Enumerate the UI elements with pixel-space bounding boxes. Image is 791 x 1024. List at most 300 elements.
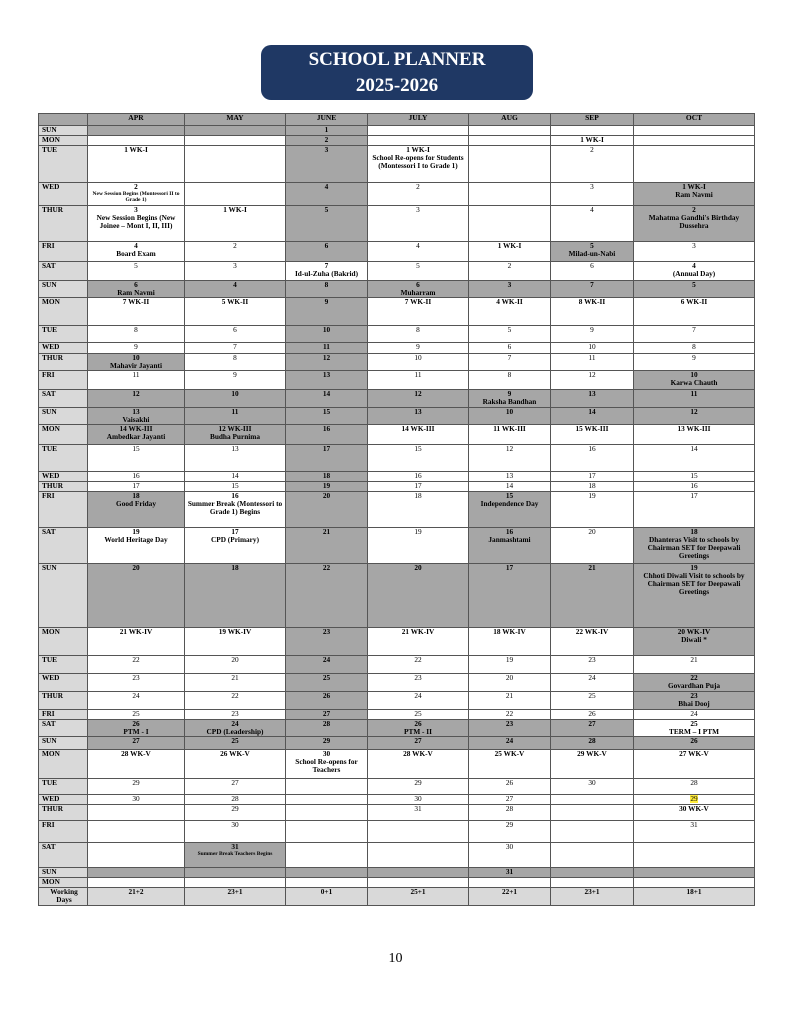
day-cell: [368, 482, 469, 492]
day-cell: [185, 343, 286, 354]
date-value: 25: [414, 709, 422, 718]
date-value: 11: [690, 389, 698, 398]
day-cell: [469, 710, 551, 720]
day-cell: [185, 482, 286, 492]
day-cell: [286, 371, 368, 390]
day-cell: [469, 868, 551, 878]
day-cell: [469, 737, 551, 750]
highlighted-date: 29: [690, 794, 698, 803]
date-value: 4: [134, 241, 138, 250]
day-cell: [634, 710, 755, 720]
day-cell: [286, 720, 368, 737]
planner-row: [39, 779, 755, 795]
day-cell: [634, 628, 755, 656]
date-value: 25 WK-V: [494, 749, 525, 758]
date-value: 26: [132, 719, 140, 728]
date-value: 23+1: [227, 887, 243, 896]
day-cell: [551, 326, 634, 343]
date-value: 19: [588, 491, 596, 500]
day-cell: [551, 206, 634, 242]
planner-row: [39, 564, 755, 628]
day-cell: [286, 136, 368, 146]
day-cell: [551, 425, 634, 445]
day-cell: [551, 136, 634, 146]
day-cell: [368, 343, 469, 354]
event-label: Chhoti Diwali Visit to schools by Chairman SET for Deepawali Greetings: [643, 571, 745, 596]
event-label: Bhai Dooj: [678, 699, 710, 708]
day-cell: [286, 242, 368, 262]
day-cell: [368, 878, 469, 888]
date-value: 29: [414, 778, 422, 787]
date-value: 6 WK-II: [680, 297, 708, 306]
date-value: 6: [233, 325, 237, 334]
date-value: 13: [132, 407, 140, 416]
date-value: 15: [505, 491, 514, 500]
day-cell: [634, 126, 755, 136]
date-value: 12: [690, 407, 698, 416]
month-header: OCT: [634, 114, 755, 126]
day-cell: [368, 354, 469, 371]
day-cell: [469, 805, 551, 821]
day-cell: [88, 281, 185, 298]
day-cell: [185, 720, 286, 737]
date-value: 8: [507, 370, 512, 379]
date-value: 1 WK-I: [497, 241, 522, 250]
date-value: 7 WK-II: [404, 297, 432, 306]
day-cell: [286, 564, 368, 628]
day-cell: [185, 692, 286, 710]
event-label: Ram Navmi: [675, 190, 713, 199]
day-cell: [368, 136, 469, 146]
day-cell: [286, 298, 368, 326]
date-value: 30: [322, 749, 331, 758]
day-cell: [551, 371, 634, 390]
date-value: 20: [414, 563, 422, 572]
event-label: Janmashtami: [488, 535, 531, 544]
day-cell: [551, 805, 634, 821]
day-cell: [88, 821, 185, 843]
date-value: 9: [233, 370, 237, 379]
day-cell: [368, 750, 469, 779]
date-value: 18: [231, 563, 239, 572]
date-value: 25: [322, 673, 331, 682]
day-cell: [368, 242, 469, 262]
planner-row: [39, 326, 755, 343]
day-cell: [469, 750, 551, 779]
date-value: 28: [322, 719, 331, 728]
day-cell: [185, 326, 286, 343]
day-cell: [469, 656, 551, 674]
day-cell: [634, 371, 755, 390]
date-value: 5: [590, 241, 594, 250]
day-cell: [88, 868, 185, 878]
date-value: 30: [231, 820, 239, 829]
day-cell: [469, 779, 551, 795]
date-value: 31: [690, 820, 698, 829]
date-value: 21: [690, 655, 698, 664]
day-cell: [551, 242, 634, 262]
day-label: THUR: [39, 206, 88, 242]
date-value: 26: [414, 719, 422, 728]
date-value: 30: [132, 794, 140, 803]
date-value: 19: [505, 655, 514, 664]
day-cell: [286, 492, 368, 528]
date-value: 22: [505, 709, 514, 718]
day-cell: [551, 354, 634, 371]
month-header: APR: [88, 114, 185, 126]
day-cell: [88, 371, 185, 390]
day-cell: [368, 821, 469, 843]
date-value: 21: [588, 563, 596, 572]
day-label: FRI: [39, 821, 88, 843]
date-value: 16: [414, 471, 422, 480]
date-value: 28: [231, 794, 239, 803]
date-value: 12: [414, 389, 422, 398]
event-label: Mahavir Jayanti: [110, 361, 162, 370]
date-value: 14 WK-III: [119, 424, 153, 433]
day-cell: [185, 371, 286, 390]
day-cell: [88, 242, 185, 262]
date-value: 27: [414, 736, 422, 745]
day-cell: [368, 472, 469, 482]
date-value: 26: [588, 709, 596, 718]
day-cell: [185, 445, 286, 472]
event-label: CPD (Leadership): [206, 727, 264, 736]
planner-row: [39, 720, 755, 737]
day-cell: [551, 656, 634, 674]
date-value: 21: [322, 527, 331, 536]
day-cell: [368, 425, 469, 445]
planner-row: [39, 390, 755, 408]
day-label: WED: [39, 343, 88, 354]
date-value: 2: [233, 241, 237, 250]
title-line-2: 2025-2026: [355, 75, 439, 96]
day-cell: [185, 656, 286, 674]
day-cell: [185, 390, 286, 408]
date-value: 8: [416, 325, 420, 334]
date-value: 25: [690, 719, 698, 728]
day-cell: [634, 472, 755, 482]
planner-row: [39, 737, 755, 750]
date-value: 18: [132, 491, 140, 500]
date-value: 10: [690, 370, 698, 379]
date-value: 29: [322, 736, 331, 745]
date-value: 15: [414, 444, 422, 453]
day-label: SUN: [39, 408, 88, 425]
date-value: 24: [505, 736, 514, 745]
day-cell: [286, 805, 368, 821]
event-label: Independence Day: [480, 499, 539, 508]
day-cell: [551, 298, 634, 326]
date-value: 23: [322, 627, 331, 636]
date-value: 5 WK-II: [221, 297, 249, 306]
day-cell: [185, 888, 286, 906]
day-cell: [634, 528, 755, 564]
date-value: 31: [505, 867, 514, 876]
date-value: 2: [134, 182, 138, 191]
day-cell: [286, 354, 368, 371]
day-cell: [469, 821, 551, 843]
day-label: THUR: [39, 692, 88, 710]
day-cell: [634, 298, 755, 326]
day-cell: [185, 710, 286, 720]
day-cell: [634, 821, 755, 843]
day-cell: [286, 674, 368, 692]
date-value: 20: [588, 527, 596, 536]
day-label: MON: [39, 136, 88, 146]
day-cell: [469, 564, 551, 628]
date-value: 0+1: [320, 887, 333, 896]
date-value: 7 WK-II: [122, 297, 150, 306]
day-label: FRI: [39, 242, 88, 262]
planner-row: [39, 656, 755, 674]
day-cell: [469, 425, 551, 445]
day-cell: [185, 472, 286, 482]
day-cell: [185, 408, 286, 425]
day-label: SAT: [39, 390, 88, 408]
day-cell: [88, 482, 185, 492]
planner-row: [39, 262, 755, 281]
day-cell: [88, 326, 185, 343]
day-cell: [551, 445, 634, 472]
day-cell: [286, 472, 368, 482]
day-cell: [634, 656, 755, 674]
day-cell: [368, 674, 469, 692]
date-value: 8: [134, 325, 138, 334]
day-cell: [368, 720, 469, 737]
date-value: 14: [588, 407, 596, 416]
date-value: 2: [692, 205, 696, 214]
planner-row: [39, 298, 755, 326]
day-label: MON: [39, 298, 88, 326]
day-cell: [634, 390, 755, 408]
month-header: SEP: [551, 114, 634, 126]
day-cell: [185, 528, 286, 564]
day-cell: [469, 408, 551, 425]
day-cell: [88, 628, 185, 656]
date-value: 2: [590, 145, 594, 154]
day-cell: [185, 126, 286, 136]
day-cell: [469, 183, 551, 206]
day-cell: [368, 737, 469, 750]
planner-body: [39, 126, 755, 906]
date-value: 27 WK-V: [679, 749, 709, 758]
day-label: SUN: [39, 737, 88, 750]
day-cell: [551, 408, 634, 425]
date-value: 20 WK-IV: [677, 627, 711, 636]
event-label: CPD (Primary): [210, 535, 260, 544]
day-cell: [368, 408, 469, 425]
date-value: 9: [507, 389, 512, 398]
planner-row: [39, 674, 755, 692]
day-cell: [634, 674, 755, 692]
day-cell: [185, 737, 286, 750]
date-value: 20: [505, 673, 514, 682]
date-value: 9: [692, 353, 696, 362]
day-cell: [469, 492, 551, 528]
date-value: 26: [505, 778, 514, 787]
date-value: 8: [233, 353, 237, 362]
date-value: 16: [505, 527, 514, 536]
date-value: 25: [588, 691, 596, 700]
day-cell: [368, 390, 469, 408]
date-value: 24: [414, 691, 422, 700]
day-cell: [286, 843, 368, 868]
date-value: 25: [231, 736, 239, 745]
date-value: 17: [414, 481, 422, 490]
day-cell: [551, 692, 634, 710]
event-label: Govardhan Puja: [667, 681, 721, 690]
date-value: 23: [588, 655, 596, 664]
planner-row: [39, 425, 755, 445]
date-value: 18: [414, 491, 422, 500]
day-cell: [88, 126, 185, 136]
event-label: Summer Break (Montessori to Grade 1) Begins: [187, 499, 283, 516]
date-value: 27: [505, 794, 514, 803]
event-label: World Heritage Day: [104, 535, 168, 544]
day-cell: [469, 720, 551, 737]
date-value: 4: [692, 261, 696, 270]
day-label: SUN: [39, 868, 88, 878]
day-cell: [88, 805, 185, 821]
date-value: 5: [692, 280, 696, 289]
date-value: 13: [322, 370, 331, 379]
date-value: 1 WK-I: [223, 205, 247, 214]
day-cell: [469, 692, 551, 710]
day-label: SAT: [39, 262, 88, 281]
day-cell: [88, 408, 185, 425]
date-value: 26: [322, 691, 331, 700]
date-value: 17: [322, 444, 331, 453]
date-value: 16: [231, 491, 239, 500]
date-value: 10: [322, 325, 331, 334]
event-label: Ram Navmi: [117, 288, 155, 297]
title-line-1: SCHOOL PLANNER: [308, 49, 486, 70]
day-label: WED: [39, 795, 88, 805]
month-header: JULY: [368, 114, 469, 126]
day-cell: [286, 628, 368, 656]
day-cell: [551, 710, 634, 720]
day-cell: [551, 564, 634, 628]
date-value: 30: [505, 842, 514, 851]
day-cell: [469, 878, 551, 888]
date-value: 24: [231, 719, 239, 728]
day-cell: [185, 750, 286, 779]
date-value: 22: [132, 655, 140, 664]
day-cell: [88, 843, 185, 868]
month-header: JUNE: [286, 114, 368, 126]
day-cell: [551, 528, 634, 564]
day-label: THUR: [39, 805, 88, 821]
day-cell: [88, 298, 185, 326]
day-cell: [469, 281, 551, 298]
planner-row: [39, 805, 755, 821]
date-value: 8: [692, 342, 696, 351]
planner-row: [39, 371, 755, 390]
day-cell: [469, 795, 551, 805]
day-cell: [88, 528, 185, 564]
date-value: 22: [322, 563, 331, 572]
day-cell: [634, 888, 755, 906]
date-value: 12: [505, 444, 514, 453]
day-cell: [469, 472, 551, 482]
planner-row: [39, 126, 755, 136]
day-cell: [551, 343, 634, 354]
day-cell: [286, 326, 368, 343]
day-cell: [368, 445, 469, 472]
day-cell: [469, 298, 551, 326]
planner-title: [261, 45, 533, 100]
date-value: 19: [414, 527, 422, 536]
date-value: 4: [324, 182, 329, 191]
day-cell: [551, 878, 634, 888]
day-label: SUN: [39, 126, 88, 136]
event-label: Dhanteras Visit to schools by Chairman SET for Deepawali Greetings: [647, 535, 741, 560]
day-cell: [368, 692, 469, 710]
date-value: 28: [588, 736, 596, 745]
planner-row: [39, 146, 755, 183]
date-value: 13 WK-III: [677, 424, 711, 433]
date-value: 21: [231, 673, 239, 682]
date-value: 8 WK-II: [578, 297, 606, 306]
day-cell: [551, 262, 634, 281]
date-value: 18: [322, 471, 331, 480]
date-value: 6: [134, 280, 138, 289]
day-cell: [634, 146, 755, 183]
day-cell: [634, 183, 755, 206]
date-value: 11: [231, 407, 239, 416]
day-cell: [185, 262, 286, 281]
day-cell: [368, 126, 469, 136]
date-value: 7: [692, 325, 696, 334]
day-cell: [286, 390, 368, 408]
planner-row: [39, 710, 755, 720]
date-value: 11: [323, 342, 330, 351]
date-value: 6: [590, 261, 594, 270]
day-cell: [368, 492, 469, 528]
date-value: 3: [134, 205, 138, 214]
planner-row: [39, 528, 755, 564]
planner-row: [39, 408, 755, 425]
day-cell: [551, 126, 634, 136]
day-cell: [286, 878, 368, 888]
day-cell: [368, 262, 469, 281]
date-value: 2: [416, 182, 420, 191]
day-cell: [469, 528, 551, 564]
day-cell: [286, 281, 368, 298]
day-cell: [551, 720, 634, 737]
day-cell: [286, 779, 368, 795]
day-cell: [185, 821, 286, 843]
day-cell: [286, 425, 368, 445]
date-value: 23+1: [584, 887, 600, 896]
day-cell: [88, 390, 185, 408]
day-cell: [286, 482, 368, 492]
month-header: MAY: [185, 114, 286, 126]
date-value: 1 WK-I: [580, 135, 604, 144]
date-value: 15: [231, 481, 239, 490]
event-label: PTM - I: [123, 727, 149, 736]
day-label: SUN: [39, 281, 88, 298]
event-label: Diwali *: [681, 635, 707, 644]
day-label: MON: [39, 628, 88, 656]
date-value: 19 WK-IV: [218, 627, 252, 636]
day-cell: [469, 843, 551, 868]
date-value: 9: [416, 342, 420, 351]
day-label: MON: [39, 425, 88, 445]
date-value: 20: [132, 563, 140, 572]
day-cell: [634, 408, 755, 425]
